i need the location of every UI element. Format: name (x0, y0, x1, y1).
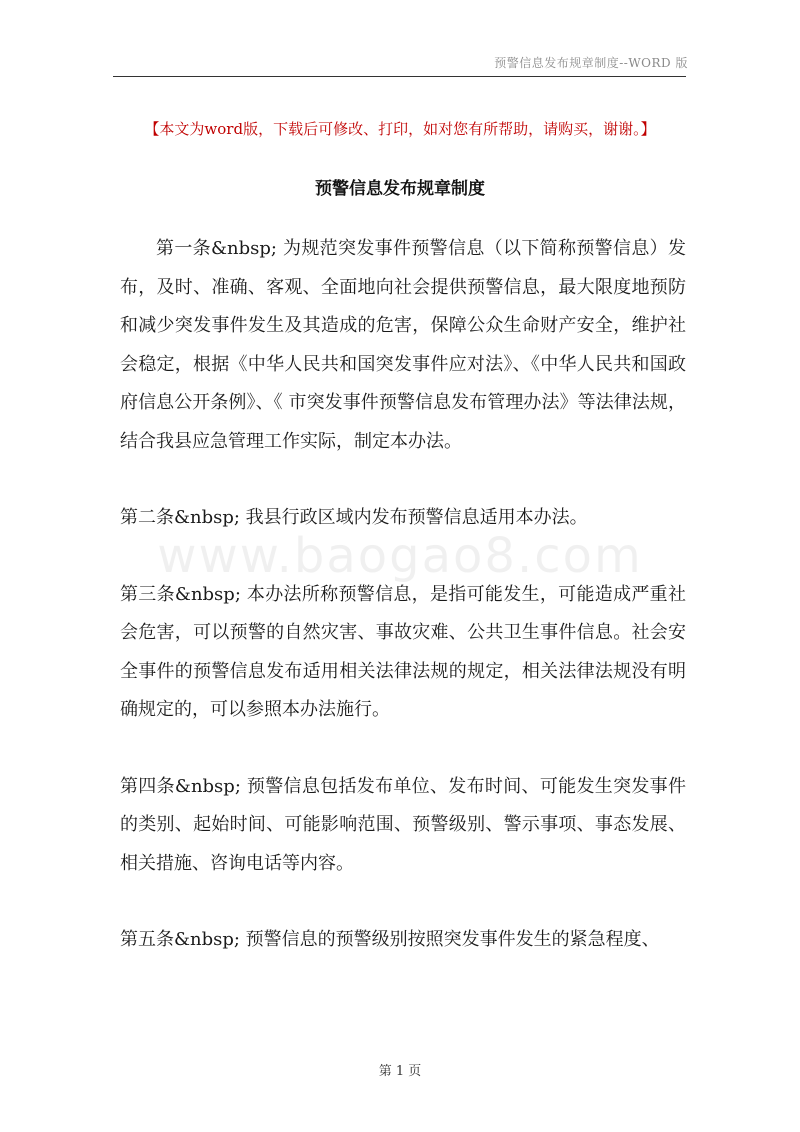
page-number: 第 1 页 (378, 1064, 422, 1079)
watermark: www.baogao8.com (157, 528, 643, 584)
download-notice: 【本文为word版，下载后可修改、打印，如对您有所帮助，请购买，谢谢。】 (144, 120, 656, 138)
article-2: 第二条&nbsp; 我县行政区域内发布预警信息适用本办法。 (120, 507, 588, 528)
header-divider (113, 76, 686, 77)
article-5: 第五条&nbsp; 预警信息的预警级别按照突发事件发生的紧急程度、 (120, 929, 660, 950)
document-body (120, 230, 686, 960)
article-4: 第四条&nbsp; 预警信息包括发布单位、发布时间、可能发生突发事件的类别、起始时间、可能影响范围、预警级别、警示事项、事态发展、相关措施、咨询电话等内容。 (120, 775, 686, 874)
article-1: 第一条&nbsp; 为规范突发事件预警信息（以下简称预警信息）发布，及时、准确、客观、全面地向社会提供预警信息，最大限度地预防和减少突发事件发生及其造成的危害，保障公众生命财产安全，维护社会稳定，根据《中华人民共和国突发事件应对法》、《中华人民共和国政府信息公开条例》、《 市突发事件预警信息发布管理办法》等法律法规，结合我县应急管理工作实际，制定本办法。 (120, 238, 686, 452)
running-header: 预警信息发布规章制度--WORD 版 (494, 56, 688, 70)
document-title: 预警信息发布规章制度 (315, 179, 485, 199)
article-3: 第三条&nbsp; 本办法所称预警信息，是指可能发生，可能造成严重社会危害，可以预警的自然灾害、事故灾难、公共卫生事件信息。社会安全事件的预警信息发布适用相关法律法规的规定，相关法律法规没有明确规定的，可以参照本办法施行。 (120, 583, 686, 720)
